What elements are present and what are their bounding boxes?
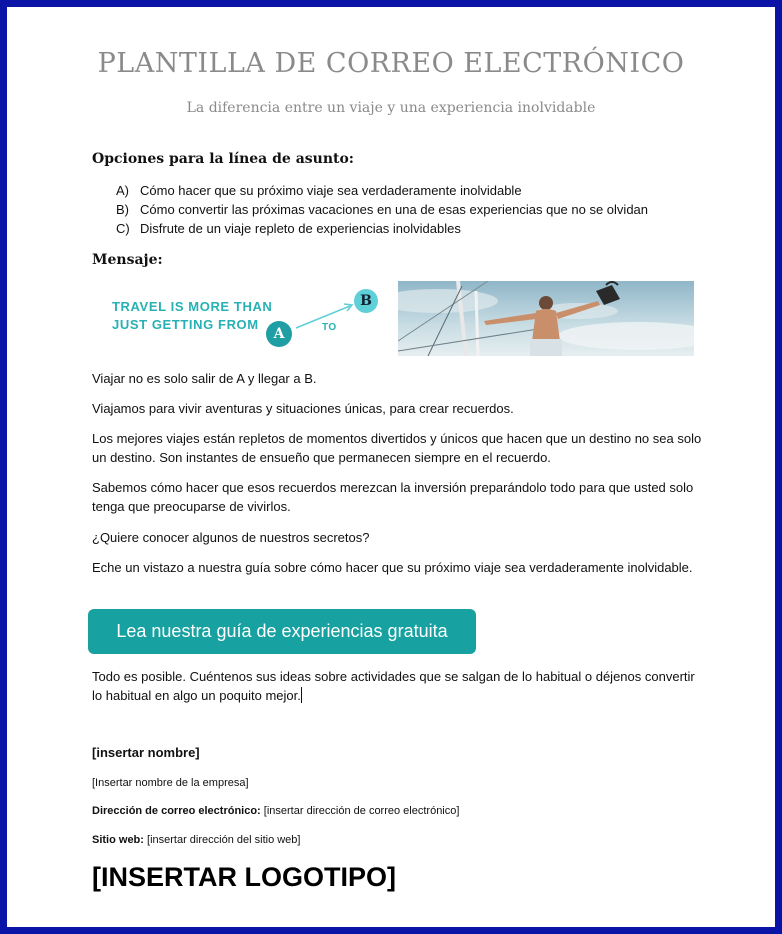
signature-email: [92, 805, 459, 817]
point-a-badge: A: [266, 321, 292, 347]
travel-banner: [96, 282, 386, 354]
message-paragraph: Viajamos para vivir aventuras y situaciones únicas, para crear recuerdos.: [92, 401, 514, 416]
closing-text: Todo es posible. Cuéntenos sus ideas sobre actividades que se salgan de lo habitual o déjenos convertir lo habitual en algo un poquito mejor.: [92, 669, 695, 703]
to-label: TO: [322, 322, 337, 333]
message-paragraph: Sabemos cómo hacer que esos recuerdos merezcan la inversión preparándolo todo para que usted solo tenga que preocuparse de vivirlos.: [92, 480, 694, 514]
page-title: PLANTILLA DE CORREO ELECTRÓNICO: [97, 48, 685, 79]
signature-website: [92, 834, 300, 846]
signature-name: [insertar nombre]: [92, 745, 200, 760]
option-letter: A): [116, 183, 129, 198]
option-letter: C): [116, 221, 130, 236]
subject-heading: Opciones para la línea de asunto:: [92, 151, 354, 167]
point-b-badge: B: [354, 289, 378, 313]
option-text: Cómo hacer que su próximo viaje sea verdaderamente inolvidable: [140, 183, 522, 198]
option-text: Cómo convertir las próximas vacaciones en una de esas experiencias que no se olvidan: [140, 202, 649, 217]
text-cursor: [301, 687, 302, 703]
email-value: [insertar dirección de correo electrónico]: [263, 805, 460, 817]
page-subtitle: La diferencia entre un viaje y una experiencia inolvidable: [186, 100, 596, 116]
option-letter: B): [116, 202, 129, 217]
traveler-photo: [398, 281, 694, 356]
banner-line-2: JUST GETTING FROM: [112, 317, 259, 332]
closing-paragraph[interactable]: [92, 667, 702, 705]
subject-option: [116, 181, 648, 200]
message-paragraph: Eche un vistazo a nuestra guía sobre cómo hacer que su próximo viaje sea verdaderamente inolvidable.: [92, 560, 693, 575]
banner-line-1: TRAVEL IS MORE THAN: [112, 299, 273, 314]
read-guide-button[interactable]: Lea nuestra guía de experiencias gratuita: [88, 609, 476, 654]
website-value: [insertar dirección del sitio web]: [147, 834, 301, 846]
logo-placeholder: [INSERTAR LOGOTIPO]: [92, 862, 396, 892]
option-text: Disfrute de un viaje repleto de experiencias inolvidables: [140, 221, 461, 236]
signature-company: [Insertar nombre de la empresa]: [92, 777, 249, 789]
email-label: Dirección de correo electrónico:: [92, 805, 261, 817]
message-paragraph: Viajar no es solo salir de A y llegar a B.: [92, 371, 317, 386]
message-paragraph: Los mejores viajes están repletos de momentos divertidos y únicos que hacen que un destino no sea solo un destino. Son instantes de ensueño que permanecen siempre en el recuerdo.: [92, 431, 702, 465]
subject-options-list: [116, 181, 648, 238]
subject-option: [116, 219, 648, 238]
message-heading: Mensaje:: [92, 252, 163, 268]
subject-option: [116, 200, 648, 219]
message-paragraph: ¿Quiere conocer algunos de nuestros secretos?: [92, 530, 370, 545]
website-label: Sitio web:: [92, 834, 144, 846]
